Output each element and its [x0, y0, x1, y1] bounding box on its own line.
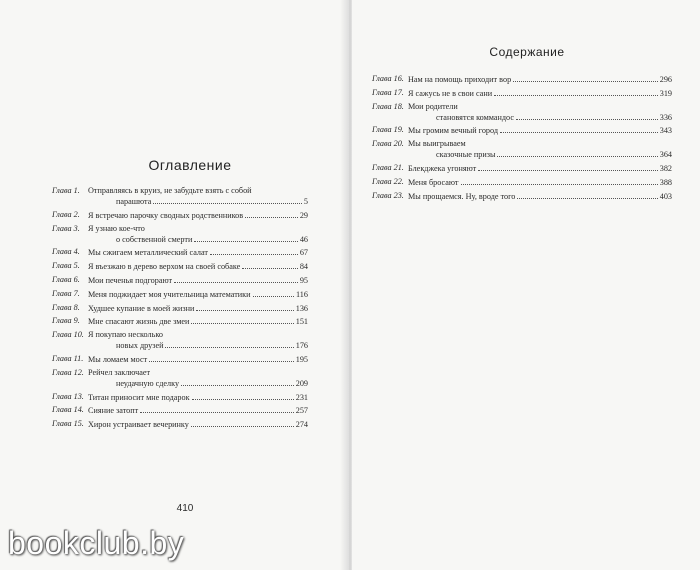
chapter-title: сказочные призы [436, 150, 496, 160]
dot-leader [196, 303, 293, 311]
toc-entry [52, 405, 308, 416]
dot-leader [500, 125, 658, 133]
dot-leader [517, 191, 657, 199]
chapter-title: Мы громим вечный город [408, 126, 499, 136]
chapter-page: 336 [659, 112, 672, 122]
chapter-title: о собственной смерти [116, 234, 193, 244]
toc-entry [52, 392, 308, 403]
chapter-label: Глава 23. [372, 190, 404, 200]
chapter-page: 95 [299, 275, 308, 285]
chapter-page: 364 [659, 150, 672, 160]
dot-leader [165, 340, 293, 348]
dot-leader [494, 88, 658, 96]
toc-entry [52, 186, 308, 207]
chapter-label: Глава 3. [52, 223, 80, 233]
chapter-page: 382 [659, 163, 672, 173]
chapter-page: 46 [299, 234, 308, 244]
chapter-label: Глава 15. [52, 419, 84, 429]
chapter-title: Мы ломаем мост [88, 354, 148, 364]
chapter-label: Глава 1. [52, 186, 80, 195]
chapter-title: становятся коммандос [436, 112, 514, 122]
chapter-page: 136 [295, 303, 308, 313]
dot-leader [478, 163, 657, 171]
chapter-label: Глава 19. [372, 125, 404, 135]
page-title: Содержание [489, 45, 565, 59]
chapter-title: Я узнаю кое-что [88, 223, 145, 233]
chapter-title: Меня поджидает моя учительница математики [88, 289, 251, 299]
chapter-label: Глава 2. [52, 209, 80, 219]
page-title: Оглавление [148, 157, 232, 173]
chapter-title: Хирон устраивает вечеринку [88, 420, 189, 430]
toc-entry [52, 354, 308, 365]
chapter-label: Глава 9. [52, 316, 80, 326]
chapter-title: Мы сжигаем металлический салат [88, 248, 209, 258]
dot-leader [245, 210, 298, 218]
chapter-title: Отправляясь в круиз, не забудьте взять с собой [88, 186, 252, 195]
dot-leader [242, 261, 298, 269]
chapter-title: Я встречаю парочку сводных родственников [88, 210, 244, 220]
dot-leader [149, 354, 294, 362]
chapter-page: 388 [659, 177, 672, 187]
chapter-page: 29 [299, 210, 308, 220]
toc-entry [52, 368, 308, 389]
toc-entry [52, 224, 308, 245]
chapter-page: 403 [659, 191, 672, 201]
dot-leader [174, 275, 298, 283]
dot-leader [210, 247, 298, 255]
toc-entry [52, 303, 308, 314]
chapter-label: Глава 6. [52, 274, 80, 284]
dot-leader [192, 392, 294, 400]
chapter-page: 209 [295, 378, 308, 388]
dot-leader [461, 177, 658, 185]
chapter-page: 5 [303, 197, 308, 206]
chapter-label: Глава 14. [52, 405, 84, 415]
chapter-page: 319 [659, 88, 672, 98]
dot-leader [153, 196, 302, 204]
chapter-page: 176 [295, 341, 308, 351]
chapter-page: 231 [295, 392, 308, 402]
chapter-page: 195 [295, 354, 308, 364]
dot-leader [181, 378, 294, 386]
chapter-label: Глава 17. [372, 87, 404, 97]
chapter-title: Мои родители [408, 101, 458, 111]
table-of-contents [372, 74, 672, 204]
toc-entry [372, 177, 672, 188]
chapter-label: Глава 10. [52, 330, 84, 340]
chapter-label: Глава 18. [372, 101, 404, 111]
toc-entry [372, 163, 672, 174]
toc-entry [372, 125, 672, 136]
chapter-label: Глава 13. [52, 391, 84, 401]
chapter-title: новых друзей [116, 341, 164, 351]
chapter-label: Глава 8. [52, 302, 80, 312]
toc-entry [372, 74, 672, 85]
chapter-label: Глава 4. [52, 247, 80, 257]
chapter-title: парашюта [116, 197, 152, 206]
chapter-title: Я покупаю несколько [88, 330, 163, 340]
chapter-title: Меня бросают [408, 177, 459, 187]
toc-entry [372, 102, 672, 123]
chapter-page: 67 [299, 248, 308, 258]
chapter-title: Мне спасают жизнь две змеи [88, 317, 190, 327]
page-number: 410 [176, 503, 194, 514]
toc-entry [52, 261, 308, 272]
chapter-label: Глава 20. [372, 139, 404, 149]
dot-leader [516, 112, 658, 120]
watermark-logo: bookclub.by [8, 525, 185, 561]
chapter-label: Глава 11. [52, 353, 84, 363]
toc-entry [52, 316, 308, 327]
chapter-label: Глава 5. [52, 261, 80, 271]
toc-entry [372, 191, 672, 202]
chapter-label: Глава 22. [372, 176, 404, 186]
chapter-title: Я сажусь не в свои сани [408, 88, 493, 98]
chapter-title: Я въезжаю в дерево верхом на своей собаке [88, 262, 241, 272]
chapter-label: Глава 12. [52, 367, 84, 377]
toc-entry [52, 330, 308, 351]
dot-leader [194, 234, 297, 242]
chapter-title: Титан приносит мне подарок [88, 392, 190, 402]
table-of-contents [52, 186, 308, 433]
dot-leader [191, 419, 294, 427]
chapter-title: Мы прощаемся. Ну, вроде того [408, 191, 516, 201]
chapter-title: Блекджека угоняют [408, 163, 477, 173]
chapter-page: 84 [299, 262, 308, 272]
dot-leader [513, 74, 658, 82]
dot-leader [191, 316, 293, 324]
chapter-page: 257 [295, 406, 308, 416]
chapter-title: Мы выигрываем [408, 139, 466, 149]
chapter-title: Мои печенья подгорают [88, 275, 173, 285]
chapter-page: 151 [295, 317, 308, 327]
chapter-title: Худшее купание в моей жизни [88, 303, 195, 313]
toc-entry [52, 289, 308, 300]
toc-entry [52, 210, 308, 221]
chapter-title: неудачную сделку [116, 378, 180, 388]
chapter-label: Глава 21. [372, 162, 404, 172]
dot-leader [140, 405, 293, 413]
chapter-title: Нам на помощь приходит вор [408, 75, 512, 84]
toc-entry [52, 419, 308, 430]
chapter-page: 343 [659, 126, 672, 136]
left-page [0, 0, 348, 570]
dot-leader [497, 149, 657, 157]
chapter-label: Глава 16. [372, 74, 404, 83]
right-page [352, 0, 700, 570]
toc-entry [372, 139, 672, 160]
toc-entry [372, 88, 672, 99]
dot-leader [253, 289, 295, 297]
toc-entry [52, 275, 308, 286]
chapter-page: 274 [295, 420, 308, 430]
chapter-label: Глава 7. [52, 288, 80, 298]
chapter-title: Сияние затопт [88, 406, 139, 416]
toc-entry [52, 247, 308, 258]
chapter-page: 116 [296, 289, 308, 299]
chapter-page: 296 [659, 75, 672, 84]
chapter-title: Рейчел заключает [88, 367, 151, 377]
